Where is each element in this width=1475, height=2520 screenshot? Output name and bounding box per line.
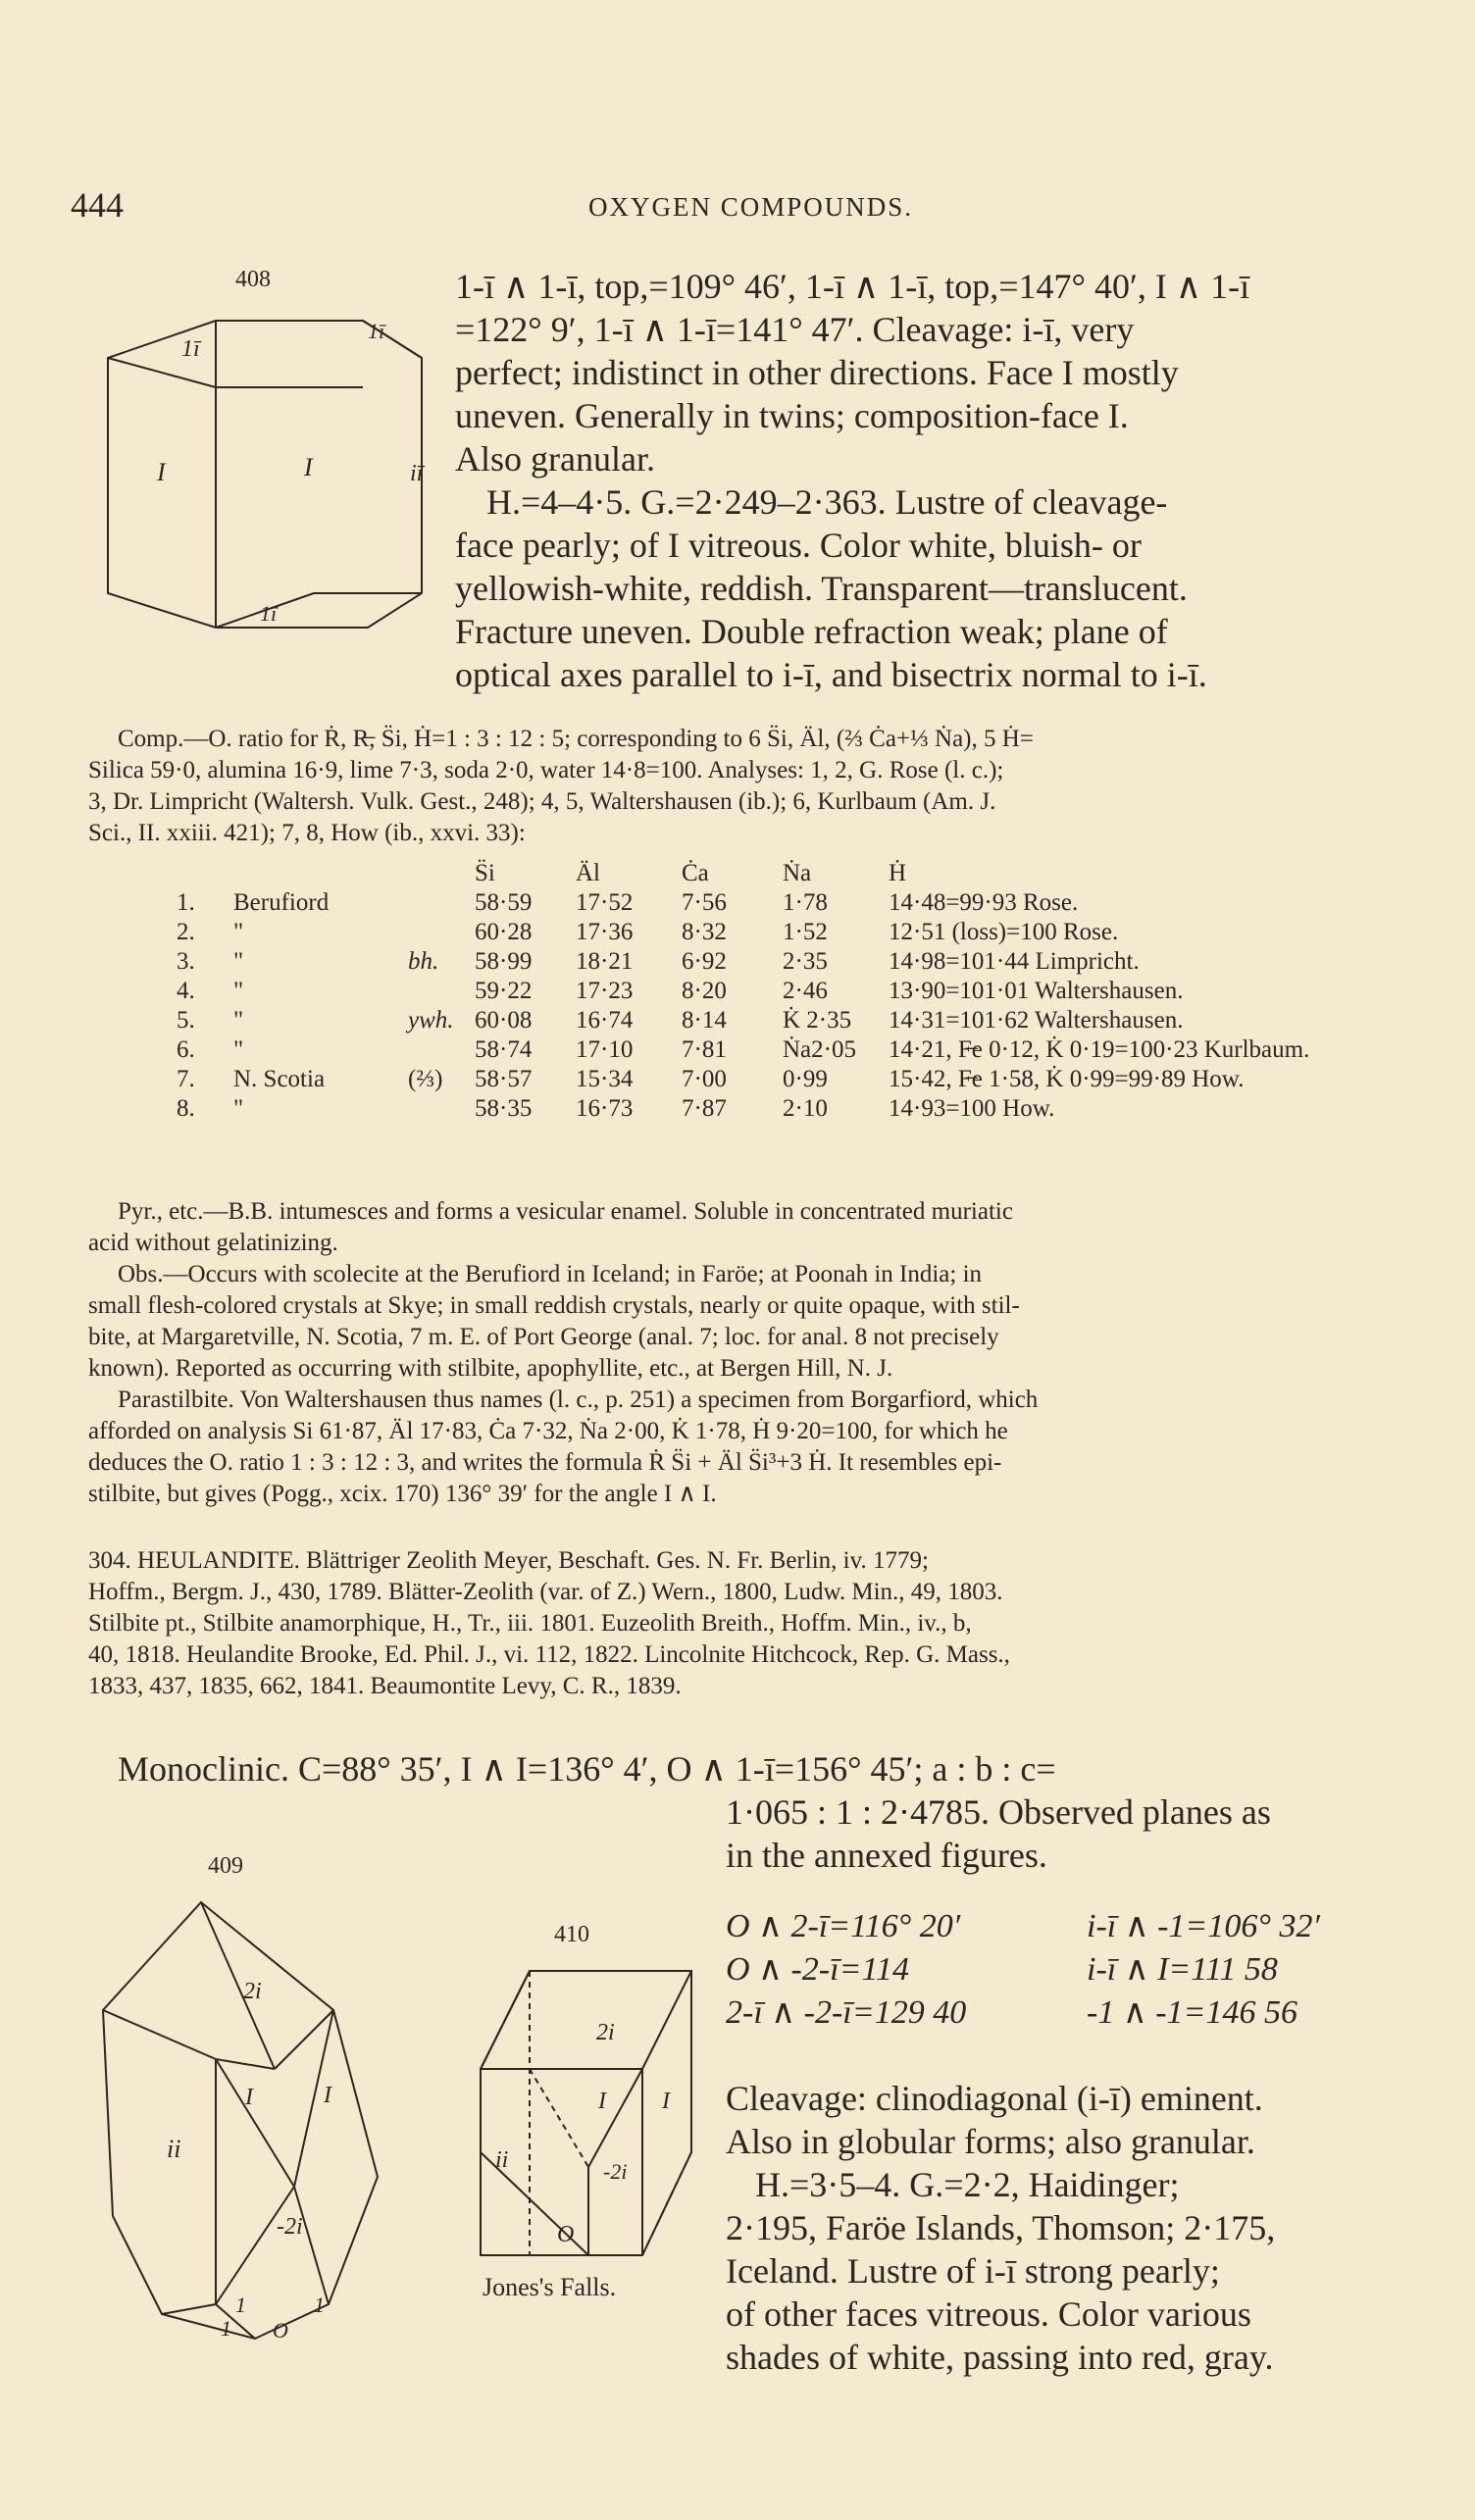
fig410-label-mid: -2i	[603, 2159, 628, 2184]
table-row: 2. " 60·28 17·36 8·32 1·52 12·51 (loss)=100 Rose.	[177, 919, 1119, 945]
fig410-label-left: ii	[495, 2147, 509, 2173]
obs-line: bite, at Margaretville, N. Scotia, 7 m. E. of Port George (anal. 7; loc. for anal. 8 not precisely	[88, 1324, 999, 1350]
para-line: optical axes parallel to i-ī, and bisectrix normal to i-ī.	[455, 655, 1207, 694]
fig408-label-left: I	[157, 458, 166, 486]
comp-line: 3, Dr. Limpricht (Waltersh. Vulk. Gest., 248); 4, 5, Waltershausen (ib.); 6, Kurlbaum (Am. J.	[88, 788, 996, 815]
obs-line: small flesh-colored crystals at Skye; in small reddish crystals, nearly or quite opaque, with stil-	[88, 1292, 1020, 1319]
mono-line: 1·065 : 1 : 2·4785. Observed planes as	[726, 1792, 1271, 1832]
fig409-label-b1: 1	[235, 2293, 246, 2317]
page-number: 444	[71, 185, 124, 225]
comp-line: Sci., II. xxiii. 421); 7, 8, How (ib., xxvi. 33):	[88, 820, 526, 846]
fig410-label-bottom: O	[557, 2222, 575, 2247]
parastilbite-line: stilbite, but gives (Pogg., xcix. 170) 136° 39′ for the angle I ∧ I.	[88, 1481, 717, 1507]
fig410-label-i1: I	[598, 2089, 606, 2114]
figure-409-number: 409	[208, 1853, 243, 1879]
col-header-soda: Ṅa	[783, 860, 812, 886]
table-row: 3. " bh. 58·99 18·21 6·92 2·35 14·98=101·44 Limpricht.	[177, 948, 1140, 975]
pyr-line: acid without gelatinizing.	[88, 1230, 338, 1256]
table-row: O ∧ 2-ī=116° 20′ i-ī ∧ -1=106° 32′	[726, 1908, 1320, 1944]
fig409-label-left: ii	[167, 2135, 181, 2163]
prop-line: Iceland. Lustre of i-ī strong pearly;	[726, 2251, 1220, 2291]
para-line: uneven. Generally in twins; composition-face I.	[455, 396, 1129, 435]
fig409-label-b3: 1	[221, 2316, 231, 2341]
angles-table	[726, 1904, 1328, 2034]
para-line: perfect; indistinct in other directions. Face I mostly	[455, 353, 1179, 392]
prop-line: H.=3·5–4. G.=2·2, Haidinger;	[755, 2165, 1180, 2204]
table-row: 7. N. Scotia (⅔) 58·57 15·34 7·00 0·99 15·42, F̶e 1·58, K̇ 0·99=99·89 How.	[177, 1066, 1245, 1092]
mono-line: in the annexed figures.	[726, 1836, 1047, 1875]
table-row: 4. " 59·22 17·23 8·20 2·46 13·90=101·01 Waltershausen.	[177, 978, 1184, 1004]
col-header-water: Ḣ	[889, 860, 907, 886]
table-header-row	[177, 859, 1317, 888]
figure-409-crystal	[98, 1892, 402, 2344]
prop-line: Also in globular forms; also granular.	[726, 2122, 1255, 2161]
fig410-label-i2: I	[662, 2089, 670, 2114]
table-row: 5. " ywh. 60·08 16·74 8·14 K̇ 2·35 14·31=101·62 Waltershausen.	[177, 1007, 1184, 1033]
fig408-label-bottom: 1ī	[260, 601, 278, 626]
heulandite-line: Hoffm., Bergm. J., 430, 1789. Blätter-Zeolith (var. of Z.) Wern., 1800, Ludw. Min., 49, 1803.	[88, 1579, 1003, 1605]
para-line: 1-ī ∧ 1-ī, top,=109° 46′, 1-ī ∧ 1-ī, top,=147° 40′, I ∧ 1-ī	[455, 267, 1250, 306]
figure-410-number: 410	[554, 1922, 589, 1947]
prop-line: shades of white, passing into red, gray.	[726, 2338, 1274, 2377]
table-row: 2-ī ∧ -2-ī=129 40 -1 ∧ -1=146 56	[726, 1994, 1297, 2031]
obs-line: Obs.—Occurs with scolecite at the Berufiord in Iceland; in Faröe; at Poonah in India; in	[118, 1261, 983, 1287]
parastilbite-line: Parastilbite. Von Waltershausen thus names (l. c., p. 251) a specimen from Borgarfiord, which	[118, 1386, 1039, 1413]
fig408-label-center: I	[304, 453, 313, 481]
running-title: OXYGEN COMPOUNDS.	[588, 192, 914, 222]
fig408-label-top-right: 1ī	[368, 319, 385, 343]
mono-line: Monoclinic. C=88° 35′, I ∧ I=136° 4′, O ∧ 1-ī=156° 45′; a : b : c=	[118, 1749, 1056, 1789]
para-line: =122° 9′, 1-ī ∧ 1-ī=141° 47′. Cleavage: i-ī, very	[455, 310, 1135, 349]
parastilbite-line: afforded on analysis Si 61·87, Äl 17·83, Ċa 7·32, Ṅa 2·00, K̇ 1·78, Ḣ 9·20=100, for which he	[88, 1418, 1008, 1444]
heulandite-line: 304. HEULANDITE. Blättriger Zeolith Meyer, Beschaft. Ges. N. Fr. Berlin, iv. 1779;	[88, 1547, 929, 1574]
col-header-silica: S̈i	[475, 860, 495, 886]
fig410-label-top: 2i	[596, 2020, 615, 2045]
table-row: 6. " 58·74 17·10 7·81 Ṅa2·05 14·21, F̶e 0·12, K̇ 0·19=100·23 Kurlbaum.	[177, 1036, 1310, 1063]
fig409-label-i2: I	[324, 2083, 331, 2108]
fig409-label-mid: -2i	[277, 2214, 303, 2240]
figure-410-crystal	[461, 1961, 706, 2275]
figure-408-number: 408	[235, 267, 271, 292]
para-line: yellowish-white, reddish. Transparent—translucent.	[455, 569, 1188, 608]
prop-line: 2·195, Faröe Islands, Thomson; 2·175,	[726, 2208, 1276, 2247]
table-row: 8. " 58·35 16·73 7·87 2·10 14·93=100 How.	[177, 1095, 1055, 1122]
figure-410-caption: Jones's Falls.	[483, 2273, 617, 2301]
comp-line: Silica 59·0, alumina 16·9, lime 7·3, soda 2·0, water 14·8=100. Analyses: 1, 2, G. Rose (l. c.);	[88, 757, 1004, 783]
parastilbite-line: deduces the O. ratio 1 : 3 : 12 : 3, and writes the formula Ṙ S̈i + Äl S̈i³+3 Ḣ. It resembles epi-	[88, 1449, 1002, 1476]
analysis-table	[177, 859, 1317, 1124]
heulandite-line: 1833, 437, 1835, 662, 1841. Beaumontite Levy, C. R., 1839.	[88, 1673, 682, 1699]
obs-line: known). Reported as occurring with stilbite, apophyllite, etc., at Bergen Hill, N. J.	[88, 1355, 893, 1382]
col-header-alumina: Äl	[576, 860, 600, 886]
table-row: 1. Berufiord 58·59 17·52 7·56 1·78 14·48=99·93 Rose.	[177, 889, 1079, 916]
fig409-label-i1: I	[245, 2085, 253, 2110]
heulandite-line: 40, 1818. Heulandite Brooke, Ed. Phil. J., vi. 112, 1822. Lincolnite Hitchcock, Rep. G. Mass.,	[88, 1641, 1010, 1668]
heulandite-line: Stilbite pt., Stilbite anamorphique, H., Tr., iii. 1801. Euzeolith Breith., Hoffm. Min., iv., b,	[88, 1610, 972, 1637]
comp-line: Comp.—O. ratio for Ṙ, R̶, S̈i, Ḣ=1 : 3 : 12 : 5; corresponding to 6 S̈i, Äl, (⅔ Ċa+⅓ Ṅa), 5 Ḣ=	[118, 726, 1034, 752]
para-line: Also granular.	[455, 439, 655, 479]
table-row: O ∧ -2-ī=114 i-ī ∧ I=111 58	[726, 1951, 1278, 1988]
para-line: Fracture uneven. Double refraction weak; plane of	[455, 612, 1168, 651]
para-line: H.=4–4·5. G.=2·249–2·363. Lustre of cleavage-	[486, 482, 1168, 522]
prop-line: Cleavage: clinodiagonal (i-ī) eminent.	[726, 2079, 1263, 2118]
fig408-label-top-face: 1ī	[181, 336, 200, 362]
figure-408-crystal	[98, 309, 451, 632]
prop-line: of other faces vitreous. Color various	[726, 2294, 1251, 2334]
fig409-label-b4: O	[273, 2318, 288, 2343]
fig408-label-right: iī	[410, 461, 424, 486]
fig409-label-b2: 1	[314, 2293, 325, 2317]
col-header-lime: Ċa	[682, 860, 709, 886]
para-line: face pearly; of I vitreous. Color white, bluish- or	[455, 526, 1142, 565]
fig409-label-top: 2i	[243, 1979, 262, 2004]
pyr-line: Pyr., etc.—B.B. intumesces and forms a vesicular enamel. Soluble in concentrated muriatic	[118, 1198, 1013, 1225]
